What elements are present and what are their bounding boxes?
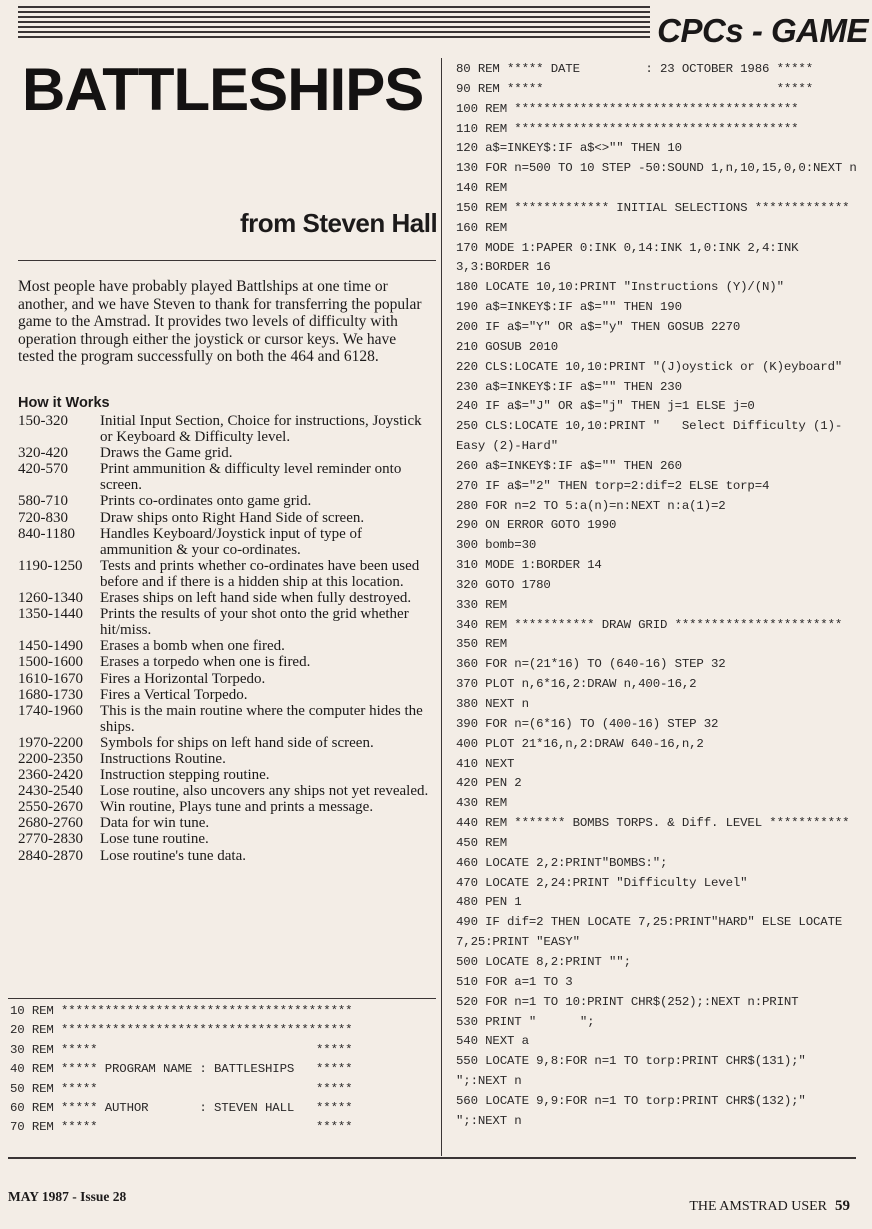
hiw-description: Lose tune routine. xyxy=(100,831,209,848)
code-line: 190 a$=INKEY$:IF a$="" THEN 190 xyxy=(456,300,682,315)
magazine-name: THE AMSTRAD USER xyxy=(689,1199,827,1214)
code-line: 230 a$=INKEY$:IF a$="" THEN 230 xyxy=(456,379,682,394)
code-line: 310 MODE 1:BORDER 14 xyxy=(456,558,602,573)
hiw-range: 840-1180 xyxy=(18,525,75,542)
code-line: 150 REM ************* INITIAL SELECTIONS ************* xyxy=(456,200,850,215)
code-line: 200 IF a$="Y" OR a$="y" THEN GOSUB 2270 xyxy=(456,319,741,334)
how-it-works-table xyxy=(18,413,436,864)
hiw-range: 2360-2420 xyxy=(18,767,83,784)
code-line: 440 REM ******* BOMBS TORPS. & Diff. LEVEL *********** xyxy=(456,816,850,831)
hiw-description: Fires a Horizontal Torpedo. xyxy=(100,670,266,687)
hiw-range: 1190-1250 xyxy=(18,557,83,574)
code-line: 510 FOR a=1 TO 3 xyxy=(456,974,573,989)
hiw-description: Instruction stepping routine. xyxy=(100,767,270,784)
hiw-description: Erases ships on left hand side when fully destroyed. xyxy=(100,590,412,607)
code-line: 50 REM ***** ***** xyxy=(10,1081,353,1096)
hiw-description: Fires a Vertical Torpedo. xyxy=(100,686,248,703)
hiw-range: 1260-1340 xyxy=(18,590,83,607)
code-listing-right xyxy=(456,60,861,1132)
hiw-description: Tests and prints whether co-ordinates have been used before and if there is a hidden ship at this location. xyxy=(100,557,420,590)
code-line: 290 ON ERROR GOTO 1990 xyxy=(456,518,617,533)
byline: from Steven Hall xyxy=(240,208,438,238)
hiw-range: 1450-1490 xyxy=(18,638,83,655)
code-line: 360 FOR n=(21*16) TO (640-16) STEP 32 xyxy=(456,657,726,672)
hiw-range: 2770-2830 xyxy=(18,831,83,848)
code-line: 480 PEN 1 xyxy=(456,895,522,910)
code-line: 130 FOR n=500 TO 10 STEP -50:SOUND 1,n,10,15,0,0:NEXT n xyxy=(456,161,857,176)
hiw-description: Draws the Game grid. xyxy=(100,445,233,462)
code-line: 40 REM ***** PROGRAM NAME : BATTLESHIPS ***** xyxy=(10,1062,353,1077)
column-divider xyxy=(441,58,442,1156)
code-line: 70 REM ***** ***** xyxy=(10,1120,353,1135)
code-line: 220 CLS:LOCATE 10,10:PRINT "(J)oystick or (K)eyboard" xyxy=(456,359,843,374)
hiw-row xyxy=(18,799,436,815)
hiw-description: Erases a torpedo when one is fired. xyxy=(100,654,311,671)
hiw-range: 150-320 xyxy=(18,413,68,429)
hiw-row xyxy=(18,606,436,638)
footer-rule xyxy=(8,1157,856,1159)
hiw-description: Data for win tune. xyxy=(100,815,210,832)
code-line: 210 GOSUB 2010 xyxy=(456,339,558,354)
hiw-description: Instructions Routine. xyxy=(100,750,226,767)
code-line: 60 REM ***** AUTHOR : STEVEN HALL ***** xyxy=(10,1100,353,1115)
hiw-row xyxy=(18,671,436,687)
hiw-row xyxy=(18,848,436,864)
hiw-row xyxy=(18,703,436,735)
hiw-row xyxy=(18,590,436,606)
hiw-row xyxy=(18,526,436,558)
hiw-description: Symbols for ships on left hand side of screen. xyxy=(100,734,374,751)
hiw-description: Lose routine's tune data. xyxy=(100,847,246,864)
footer-right xyxy=(689,1198,850,1215)
hiw-description: Print ammunition & difficulty level reminder onto screen. xyxy=(100,461,402,494)
hiw-range: 2550-2670 xyxy=(18,799,83,816)
hiw-row xyxy=(18,831,436,847)
hiw-row xyxy=(18,558,436,590)
code-line: 540 NEXT a xyxy=(456,1034,529,1049)
hiw-range: 580-710 xyxy=(18,493,68,510)
code-line: 380 NEXT n xyxy=(456,697,529,711)
code-line: 270 IF a$="2" THEN torp=2:dif=2 ELSE torp=4 xyxy=(456,478,770,493)
code-line: 420 PEN 2 xyxy=(456,776,522,791)
hiw-row xyxy=(18,654,436,670)
hiw-row xyxy=(18,638,436,654)
code-line: 120 a$=INKEY$:IF a$<>"" THEN 10 xyxy=(456,141,682,156)
code-line: 390 FOR n=(6*16) TO (400-16) STEP 32 xyxy=(456,716,719,731)
code-line: 430 REM xyxy=(456,796,507,811)
hiw-description: Lose routine, also uncovers any ships not yet revealed. xyxy=(100,783,429,800)
code-line: 400 PLOT 21*16,n,2:DRAW 640-16,n,2 xyxy=(456,736,704,751)
code-line: 320 GOTO 1780 xyxy=(456,577,551,592)
code-line: 260 a$=INKEY$:IF a$="" THEN 260 xyxy=(456,458,682,473)
hiw-row xyxy=(18,413,436,445)
code-line: 300 bomb=30 xyxy=(456,538,537,553)
hiw-row xyxy=(18,815,436,831)
hiw-range: 320-420 xyxy=(18,445,68,462)
code-line: 410 NEXT xyxy=(456,756,515,771)
code-line: 140 REM xyxy=(456,181,507,196)
hiw-range: 1610-1670 xyxy=(18,670,83,687)
article-title: BATTLESHIPS xyxy=(22,56,424,123)
header-rules xyxy=(18,6,650,48)
code-line: 10 REM **************************************** xyxy=(10,1004,353,1018)
hiw-range: 420-570 xyxy=(18,461,68,478)
code-line: 160 REM xyxy=(456,220,507,235)
issue-info: MAY 1987 - Issue 28 xyxy=(8,1189,127,1204)
code-line: 340 REM *********** DRAW GRID *********************** xyxy=(456,617,843,632)
code-line: 80 REM ***** DATE : 23 OCTOBER 1986 ***** xyxy=(456,62,813,76)
code-line: 500 LOCATE 8,2:PRINT ""; xyxy=(456,954,631,969)
code-line: 170 MODE 1:PAPER 0:INK 0,14:INK 1,0:INK 2,4:INK 3,3:BORDER 16 xyxy=(456,240,806,275)
code-line: 490 IF dif=2 THEN LOCATE 7,25:PRINT"HARD" ELSE LOCATE 7,25:PRINT "EASY" xyxy=(456,915,850,950)
code-line: 470 LOCATE 2,24:PRINT "Difficulty Level" xyxy=(456,875,748,890)
code-line: 350 REM xyxy=(456,637,507,652)
code-line: 560 LOCATE 9,9:FOR n=1 TO torp:PRINT CHR$(132);" ";:NEXT n xyxy=(456,1093,814,1128)
code-listing-left xyxy=(10,1002,430,1138)
hiw-row xyxy=(18,687,436,703)
hiw-range: 1970-2200 xyxy=(18,734,83,751)
hiw-range: 1680-1730 xyxy=(18,686,83,703)
hiw-range: 1500-1600 xyxy=(18,654,83,671)
how-it-works-heading: How it Works xyxy=(18,395,110,411)
hiw-range: 1740-1960 xyxy=(18,702,83,719)
hiw-range: 2200-2350 xyxy=(18,750,83,767)
code-line: 280 FOR n=2 TO 5:a(n)=n:NEXT n:a(1)=2 xyxy=(456,498,726,513)
hiw-description: Draw ships onto Right Hand Side of screen. xyxy=(100,509,365,526)
intro-paragraph: Most people have probably played Battlships at one time or another, and we have Steven to thank for transferring the popular game to the Amstrad. It provides two levels of difficulty with operation through either the joystick or cursor keys. We have tested the program successfully on both the 464 and 6128. xyxy=(18,278,422,366)
hiw-description: Handles Keyboard/Joystick input of type of ammunition & your co-ordinates. xyxy=(100,525,363,558)
code-line: 530 PRINT " "; xyxy=(456,1014,595,1029)
hiw-row xyxy=(18,445,436,461)
code-line: 90 REM ***** ***** xyxy=(456,81,813,96)
hiw-range: 2430-2540 xyxy=(18,783,83,800)
hiw-row xyxy=(18,751,436,767)
section-label: CPCs - GAME xyxy=(657,12,868,49)
hiw-row xyxy=(18,493,436,509)
hiw-description: Prints the results of your shot onto the grid whether hit/miss. xyxy=(100,606,409,639)
code-line: 330 REM xyxy=(456,597,507,612)
title-divider xyxy=(18,260,436,261)
code-line: 460 LOCATE 2,2:PRINT"BOMBS:"; xyxy=(456,855,668,870)
hiw-row xyxy=(18,510,436,526)
page-number: 59 xyxy=(835,1198,850,1214)
code-line: 100 REM *************************************** xyxy=(456,101,799,116)
code-line: 450 REM xyxy=(456,835,507,850)
hiw-description: This is the main routine where the computer hides the ships. xyxy=(100,702,423,735)
hiw-row xyxy=(18,735,436,751)
hiw-row xyxy=(18,461,436,493)
code-line: 20 REM **************************************** xyxy=(10,1023,353,1038)
hiw-description: Prints co-ordinates onto game grid. xyxy=(100,493,312,510)
hiw-description: Win routine, Plays tune and prints a message. xyxy=(100,799,374,816)
hiw-range: 2840-2870 xyxy=(18,847,83,864)
hiw-row xyxy=(18,767,436,783)
hiw-range: 2680-2760 xyxy=(18,815,83,832)
code-line: 370 PLOT n,6*16,2:DRAW n,400-16,2 xyxy=(456,677,697,692)
code-line: 550 LOCATE 9,8:FOR n=1 TO torp:PRINT CHR$(131);" ";:NEXT n xyxy=(456,1054,814,1089)
hiw-row xyxy=(18,783,436,799)
code-divider xyxy=(8,998,436,999)
code-line: 520 FOR n=1 TO 10:PRINT CHR$(252);:NEXT n:PRINT xyxy=(456,994,799,1009)
hiw-range: 1350-1440 xyxy=(18,606,83,623)
code-line: 180 LOCATE 10,10:PRINT "Instructions (Y)/(N)" xyxy=(456,280,784,295)
hiw-range: 720-830 xyxy=(18,509,68,526)
code-line: 240 IF a$="J" OR a$="j" THEN j=1 ELSE j=0 xyxy=(456,399,755,414)
code-line: 250 CLS:LOCATE 10,10:PRINT " Select Difficulty (1)-Easy (2)-Hard" xyxy=(456,419,843,454)
hiw-description: Initial Input Section, Choice for instructions, Joystick or Keyboard & Difficulty level. xyxy=(100,413,422,446)
code-line: 30 REM ***** ***** xyxy=(10,1042,353,1057)
hiw-description: Erases a bomb when one fired. xyxy=(100,638,285,655)
code-line: 110 REM *************************************** xyxy=(456,121,799,136)
